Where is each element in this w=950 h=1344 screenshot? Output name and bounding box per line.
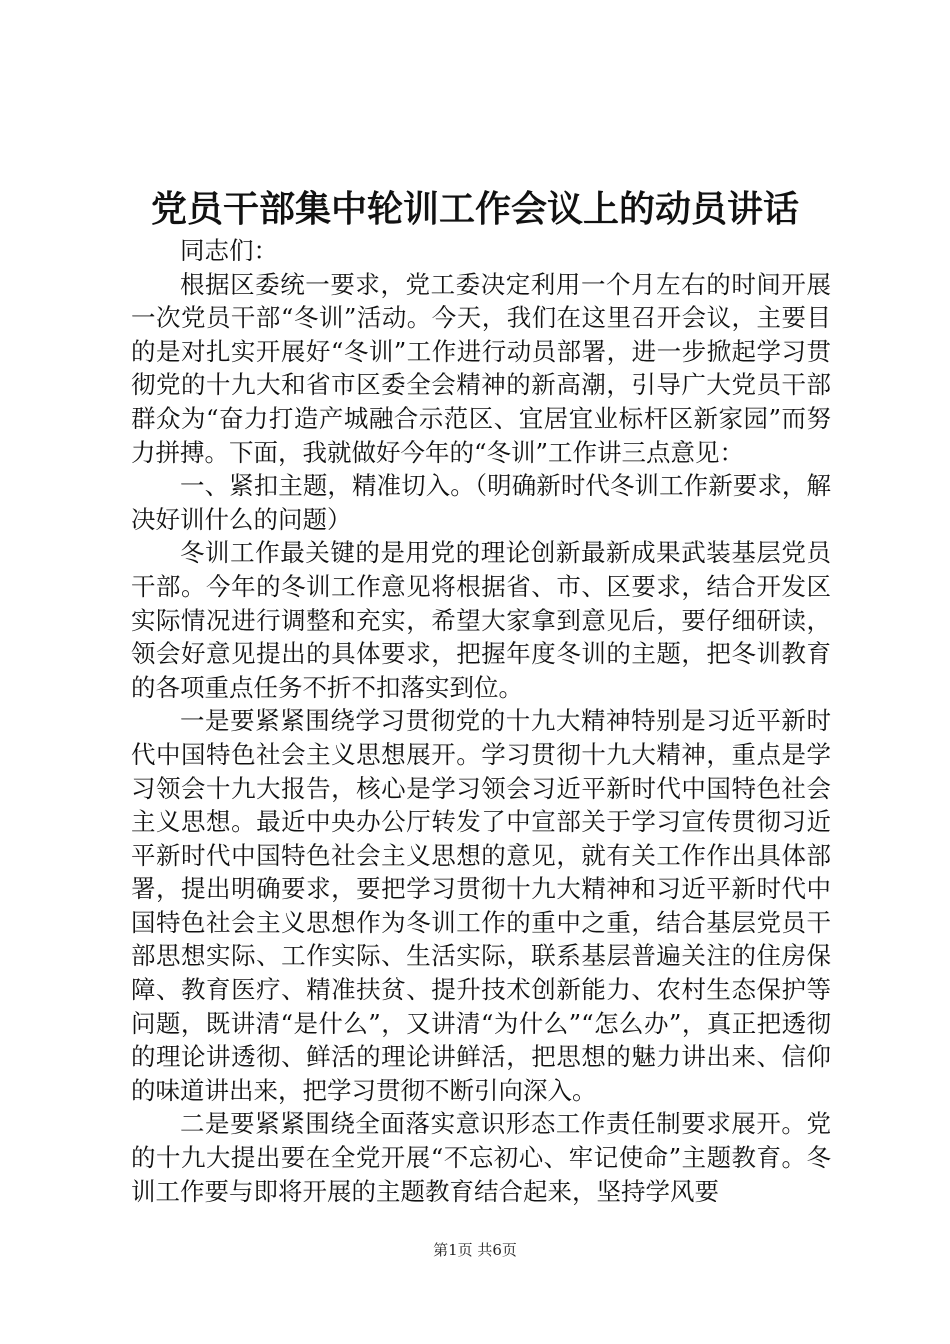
section-heading-1: 一、紧扣主题，精准切入。（明确新时代冬训工作新要求，解决好训什么的问题） bbox=[131, 471, 831, 534]
body-paragraph: 冬训工作最关键的是用党的理论创新最新成果武装基层党员干部。今年的冬训工作意见将根据省、市、区要求，结合开发区实际情况进行调整和充实，希望大家拿到意见后，要仔细研读，领会好意见提出的具体要求，把握年度冬训的主题，把冬训教育的各项重点任务不折不扣落实到位。 bbox=[131, 538, 831, 702]
page-number: 第1页 共6页 bbox=[433, 1241, 517, 1259]
salutation-paragraph: 同志们： bbox=[180, 236, 278, 265]
document-title: 党员干部集中轮训工作会议上的动员讲话 bbox=[150, 188, 799, 230]
document-body bbox=[131, 234, 831, 1208]
body-paragraph: 二是要紧紧围绕全面落实意识形态工作责任制要求展开。党的十九大提出要在全党开展“不忘初心、牢记使命”主题教育。冬训工作要与即将开展的主题教育结合起来，坚持学风要 bbox=[131, 1109, 831, 1206]
body-paragraph: 一是要紧紧围绕学习贯彻党的十九大精神特别是习近平新时代中国特色社会主义思想展开。学习贯彻十九大精神，重点是学习领会十九大报告，核心是学习领会习近平新时代中国特色社会主义思想。最近中央办公厅转发了中宣部关于学习宣传贯彻习近平新时代中国特色社会主义思想的意见，就有关工作作出具体部署，提出明确要求，要把学习贯彻十九大精神和习近平新时代中国特色社会主义思想作为冬训工作的重中之重，结合基层党员干部思想实际、工作实际、生活实际，联系基层普遍关注的住房保障、教育医疗、精准扶贫、提升技术创新能力、农村生态保护等问题，既讲清“是什么”，又讲清“为什么”“怎么办”，真正把透彻的理论讲透彻、鲜活的理论讲鲜活，把思想的魅力讲出来、信仰的味道讲出来，把学习贯彻不断引向深入。 bbox=[131, 706, 831, 1105]
intro-paragraph: 根据区委统一要求，党工委决定利用一个月左右的时间开展一次党员干部“冬训”活动。今天，我们在这里召开会议，主要目的是对扎实开展好“冬训”工作进行动员部署，进一步掀起学习贯彻党的十九大和省市区委全会精神的新高潮，引导广大党员干部群众为“奋力打造产城融合示范区、宜居宜业标杆区新家园”而努力拼搏。下面，我就做好今年的“冬训”工作讲三点意见： bbox=[131, 269, 831, 467]
